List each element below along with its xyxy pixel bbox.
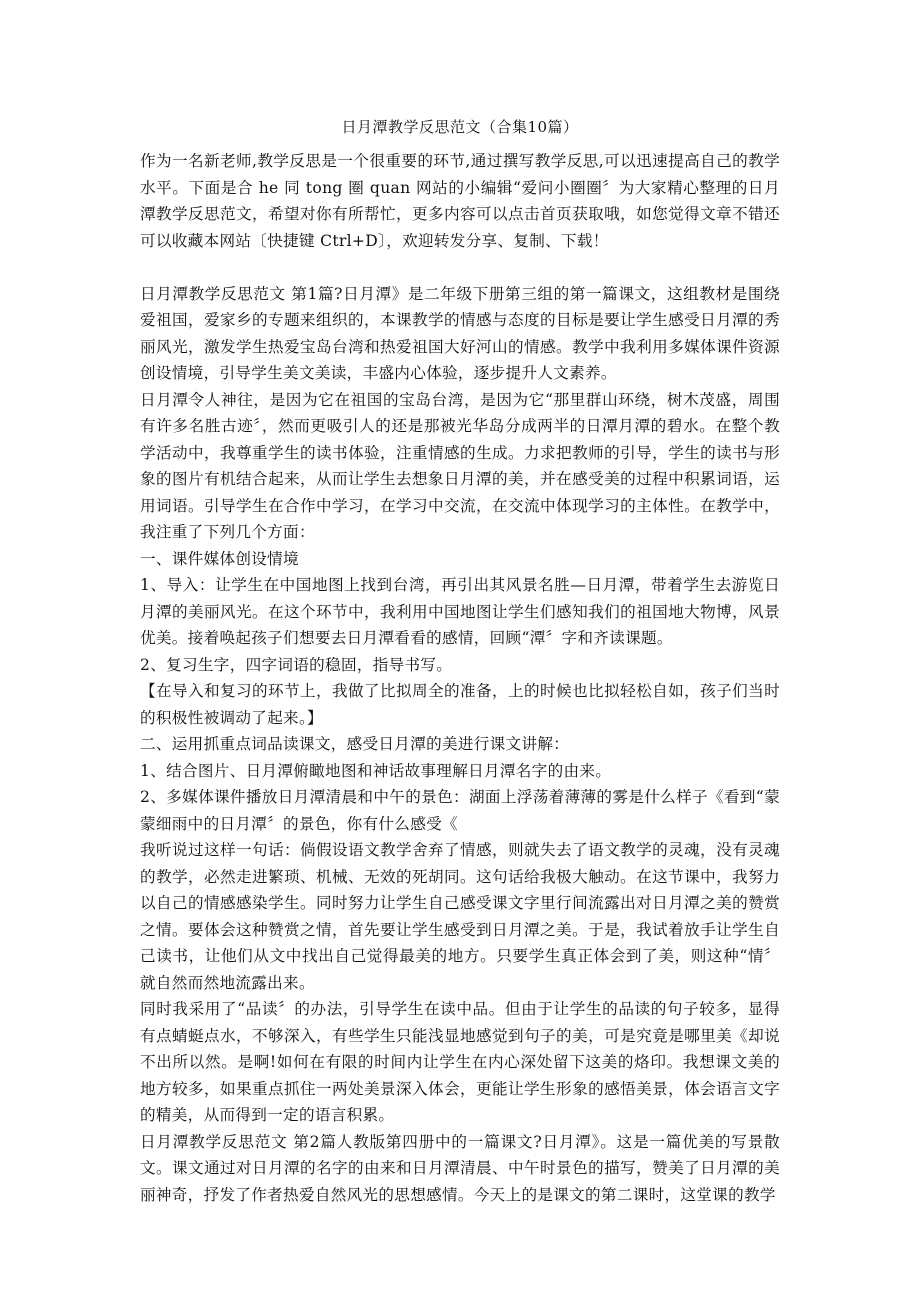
section-heading: 二、运用抓重点词品读课文，感受日月潭的美进行课文讲解： [140,735,570,753]
body-paragraph: 日月潭教学反思范文 第1篇?日月潭》是二年级下册第三组的第一篇课文，这组教材是围绕爱祖国，爱家乡的专题来组织的，本课教学的情感与态度的目标是要让学生感受日月潭的秀丽风光，激发学生热爱宝岛台湾和热爱祖国大好河山的情感。教学中我利用多媒体课件资源创设情境，引导学生美文美读，丰盛内心体验，逐步提升人文素养。 [140,284,780,382]
body-paragraph: 同时我采用了“品读〞的办法，引导学生在读中品。但由于让学生的品读的句子较多，显得有点蜻蜓点水，不够深入，有些学生只能浅显地感觉到句子的美，可是究竟是哪里美《却说不出所以然。是啊!如何在有限的时间内让学生在内心深处留下这美的烙印。我想课文美的地方较多，如果重点抓住一两处美景深入体会，更能让学生形象的感悟美景，体会语言文字的精美，从而得到一定的语言积累。 [140,1000,780,1124]
body-paragraph: 2、多媒体课件播放日月潭清晨和中午的景色：湖面上浮荡着薄薄的雾是什么样子《看到“蒙蒙细雨中的日月潭〞的景色，你有什么感受《 [140,788,780,833]
body-paragraph: 我听说过这样一句话：倘假设语文教学舍弃了情感，则就失去了语文教学的灵魂，没有灵魂的教学，必然走进繁琐、机械、无效的死胡同。这句话给我极大触动。在这节课中，我努力以自己的情感感染学生。同时努力让学生自己感受课文字里行间流露出对日月潭之美的赞赏之情。要体会这种赞赏之情，首先要让学生感受到日月潭之美。于是，我试着放手让学生自己读书，让他们从文中找出自己觉得最美的地方。只要学生真正体会到了美，则这种“情〞就自然而然地流露出来。 [140,841,780,992]
section-heading: 一、课件媒体创设情境 [140,549,299,568]
body-paragraph: 2、复习生字，四字词语的稳固，指导书写。 [140,655,453,674]
body-paragraph: 【在导入和复习的环节上，我做了比拟周全的准备，上的时候也比拟轻松自如，孩子们当时的积极性被调动了起来。】 [140,682,780,727]
body-paragraph: 日月潭教学反思范文 第2篇人教版第四册中的一篇课文?日月潭》。这是一篇优美的写景散文。课文通过对日月潭的名字的由来和日月潭清晨、中午时景色的描写，赞美了日月潭的美丽神奇，抒发了作者热爱自然风光的思想感情。今天上的是课文的第二课时，这堂课的教学 [140,1132,780,1204]
body-paragraph: 1、结合图片、日月潭俯瞰地图和神话故事理解日月潭名字的由来。 [140,761,612,780]
intro-paragraph: 作为一名新老师,教学反思是一个很重要的环节,通过撰写教学反思,可以迅速提高自己的教学水平。下面是合 he 同 tong 圈 quan 网站的小编辑“爱问小圈圈〞为大家精心整理的日月潭教学反思范文，希望对你有所帮忙，更多内容可以点击首页获取哦，如您觉得文章不错还可以收藏本网站〔快捷键 Ctrl+D〕，欢迎转发分享、复制、下载！ [140,152,780,250]
paragraph-spacer [140,254,780,281]
document-title: 日月潭教学反思范文（合集10篇） [341,118,579,136]
body-paragraph: 1、导入：让学生在中国地图上找到台湾，再引出其风景名胜—日月潭，带着学生去游览日月潭的美丽风光。在这个环节中，我利用中国地图让学生们感知我们的祖国地大物博，风景优美。接着唤起孩子们想要去日月潭看看的感情，回顾“潭〞字和齐读课题。 [140,576,780,647]
document-body [140,148,780,1208]
body-paragraph: 日月潭令人神往，是因为它在祖国的宝岛台湾，是因为它“那里群山环绕，树木茂盛，周围有许多名胜古迹〞，然而更吸引人的还是那被光华岛分成两半的日潭月潭的碧水。在整个教学活动中，我尊重学生的读书体验，注重情感的生成。力求把教师的引导，学生的读书与形象的图片有机结合起来，从而让学生去想象日月潭的美，并在感受美的过程中积累词语，运用词语。引导学生在合作中学习，在学习中交流，在交流中体现学习的主体性。在教学中，我注重了下列几个方面： [140,390,780,541]
